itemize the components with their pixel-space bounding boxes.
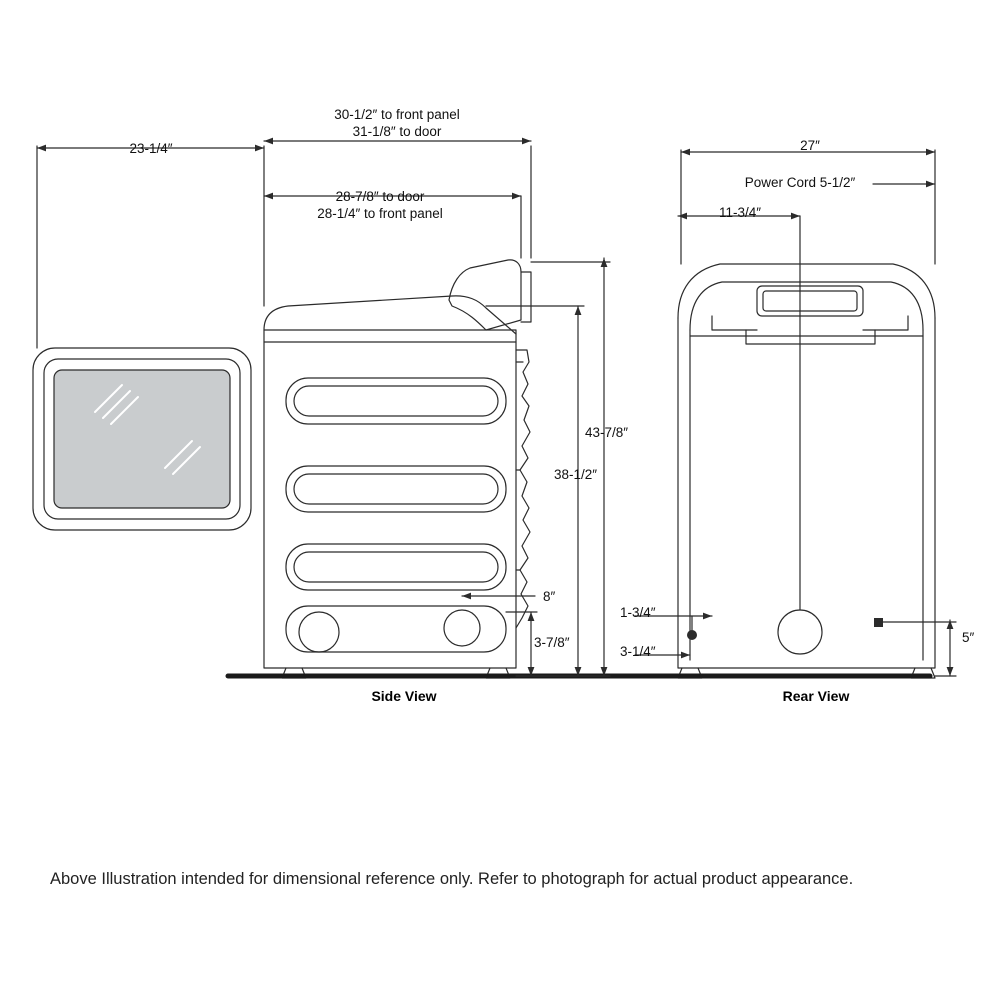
dimension-label-overall-width: 27″ [800,138,820,153]
dimension-label-overall-height: 43-7/8″ [585,425,629,440]
dimension-lines-rear [635,150,956,676]
view-title-rear: Rear View [782,688,850,704]
dimension-label-power-cord-length: Power Cord 5-1/2″ [744,175,856,190]
dimension-label-rear-lower-offset: 3-1/4″ [620,644,656,659]
dimension-label-rear-right-offset: 5″ [962,630,975,645]
dimension-label-rear-upper-offset: 1-3/4″ [620,605,656,620]
view-title-side: Side View [371,688,437,704]
footnote-text: Above Illustration intended for dimensional reference only. Refer to photograph for actual product appearance. [50,870,854,888]
side-view-drawing [33,260,531,678]
dimension-label-line1: 28-7/8″ to door [335,189,425,204]
dimension-label-cabinet-depth-to-door [317,189,443,223]
dimension-label-exhaust-offset-width: 11-3/4″ [718,205,762,220]
dimension-label-line2: 28-1/4″ to front panel [317,205,443,221]
dimension-label-cabinet-height: 38-1/2″ [554,467,598,482]
dimension-label-side-lower-offset: 8″ [543,589,556,604]
dimension-label-line1: 30-1/2″ to front panel [334,107,460,122]
dimension-label-side-bottom-offset: 3-7/8″ [534,635,570,650]
rear-view-drawing [678,264,935,678]
dimension-label-depth-to-door-overall [334,107,460,141]
dimension-label-door-swing-depth: 23-1/4″ [129,141,173,156]
dimension-label-line2: 31-1/8″ to door [352,123,442,139]
